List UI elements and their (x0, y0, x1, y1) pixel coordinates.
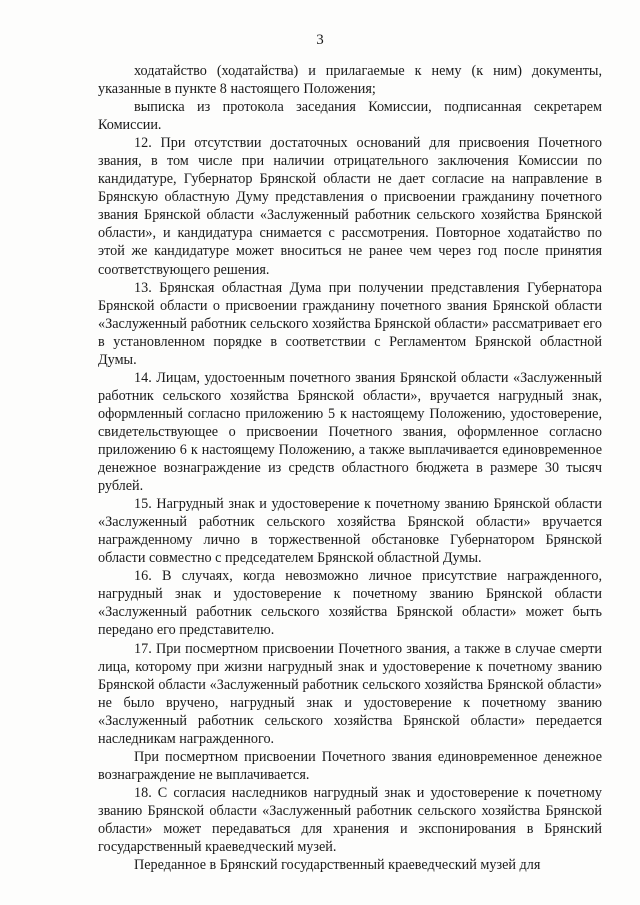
paragraph-item-16: 16. В случаях, когда невозможно личное присутствие награжденного, нагрудный знак и удостоверение к почетному званию Брянской области «Заслуженный работник сельского хозяйства Брянской области» может быть передано его представителю. (98, 568, 602, 639)
paragraph-posthumous-note: При посмертном присвоении Почетного звания единовременное денежное вознаграждение не выплачивается. (98, 748, 602, 783)
document-body (98, 62, 602, 874)
paragraph-item-18: 18. С согласия наследников нагрудный знак и удостоверение к почетному званию Брянской области «Заслуженный работник сельского хозяйства Брянской области» может передаваться для хранения и экспонирования в Брянский государственный краеведческий музей. (98, 784, 602, 856)
paragraph-item-12: 12. При отсутствии достаточных оснований для присвоения Почетного звания, в том числе при наличии отрицательного заключения Комиссии по кандидатуре, Губернатор Брянской области не дает согласие на направление в Брянскую областную Думу представления о присвоении гражданину почетного звания Брянской области «Заслуженный работник сельского хозяйства Брянской области», и кандидатура снимается с рассмотрения. Повторное ходатайство по этой же кандидатуре может вноситься не ранее чем через год после принятия соответствующего решения. (98, 135, 602, 278)
paragraph-protocol-extract: выписка из протокола заседания Комиссии, подписанная секретарем Комиссии. (98, 99, 602, 134)
paragraph-item-17: 17. При посмертном присвоении Почетного звания, а также в случае смерти лица, которому при жизни нагрудный знак и удостоверение к почетному званию Брянской области «Заслуженный работник сельского хозяйства Брянской области» не было вручено, нагрудный знак и удостоверение к почетному званию «Заслуженный работник сельского хозяйства Брянской области» передается наследникам награжденного. (98, 640, 602, 747)
paragraph-item-13: 13. Брянская областная Дума при получении представления Губернатора Брянской области о присвоении гражданину почетного звания Брянской области «Заслуженный работник сельского хозяйства Брянской области» рассматривает его в установленном порядке в соответствии с Регламентом Брянской областной Думы. (98, 279, 602, 368)
page-number: 3 (316, 32, 324, 48)
paragraph-item-15: 15. Нагрудный знак и удостоверение к почетному званию Брянской области «Заслуженный работник сельского хозяйства Брянской области» вручается награжденному лично в торжественной обстановке Губернатором Брянской области совместно с председателем Брянской областной Думы. (98, 496, 602, 567)
paragraph-petition-docs: ходатайство (ходатайства) и прилагаемые к нему (к ним) документы, указанные в пункте 8 настоящего Положения; (98, 63, 602, 98)
paragraph-museum-transfer: Переданное в Брянский государственный краеведческий музей для (134, 857, 541, 874)
paragraph-item-14: 14. Лицам, удостоенным почетного звания Брянской области «Заслуженный работник сельского хозяйства Брянской области», вручается нагрудный знак, оформленный согласно приложению 5 к настоящему Положению, удостоверение, свидетельствующее о присвоении Почетного звания, оформленное согласно приложению 6 к настоящему Положению, а также выплачивается единовременное денежное вознаграждение из средств областного бюджета в размере 30 тысяч рублей. (98, 369, 602, 495)
